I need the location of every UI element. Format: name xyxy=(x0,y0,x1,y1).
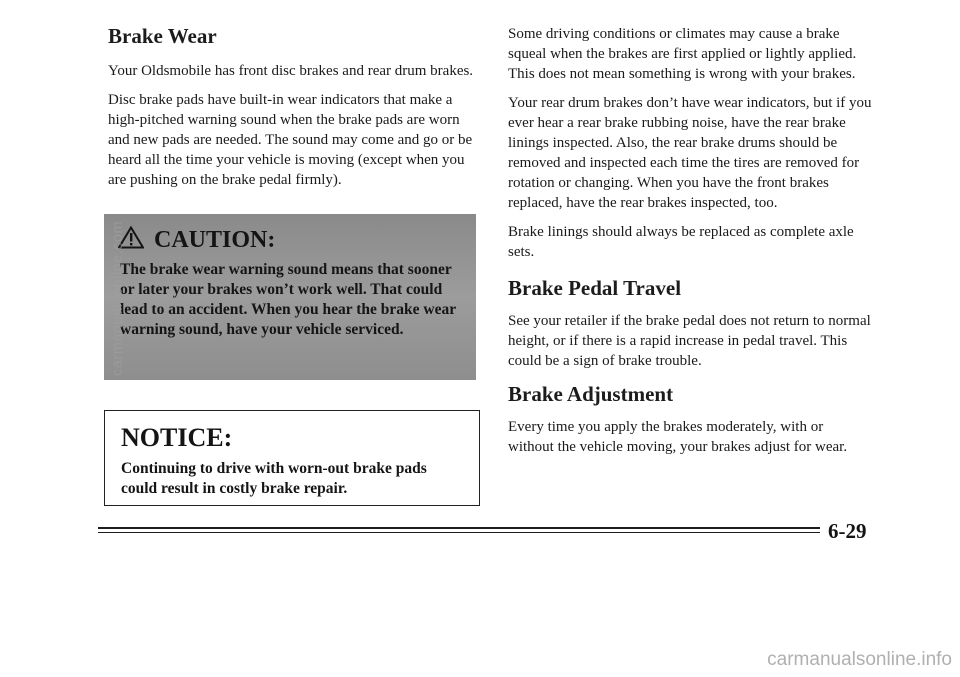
brake-wear-intro: Your Oldsmobile has front disc brakes and rear drum brakes. xyxy=(108,63,474,79)
brake-pedal-travel-heading: Brake Pedal Travel xyxy=(508,276,682,300)
brake-adjustment-text: Every time you apply the brakes moderately, with or without the vehicle moving, your brakes adjust for wear. xyxy=(508,419,848,455)
brake-wear-heading: Brake Wear xyxy=(108,24,217,48)
notice-title: NOTICE: xyxy=(121,423,233,452)
notice-box xyxy=(104,410,480,506)
rear-drum-paragraph: Your rear drum brakes don’t have wear indicators, but if you ever hear a rear brake rubbing noise, have the rear brake linings inspected. Also, the rear brake drums should be removed and inspected each time the tires are removed for rotation or changing. When you have the front brakes replaced, have the rear brakes inspected, too. xyxy=(508,95,872,211)
margin-watermark: carmanualsonline.com xyxy=(110,220,126,376)
footer-rule-thick xyxy=(98,527,820,529)
page-number: 6-29 xyxy=(828,519,867,543)
brake-pedal-travel-text: See your retailer if the brake pedal does not return to normal height, or if there is a rapid increase in pedal travel. This could be a sign of brake trouble. xyxy=(508,313,871,369)
brake-adjustment-heading: Brake Adjustment xyxy=(508,382,674,406)
notice-text: Continuing to drive with worn-out brake pads could result in costly brake repair. xyxy=(121,460,427,497)
brake-wear-indicators: Disc brake pads have built-in wear indicators that make a high-pitched warning sound when the brake pads are worn and new pads are needed. The sound may come and go or be heard all the time your vehicle is moving (except when you are pushing on the brake pedal firmly). xyxy=(108,92,473,188)
brake-linings-paragraph: Brake linings should always be replaced as complete axle sets. xyxy=(508,224,854,260)
left-column xyxy=(108,24,480,190)
caution-title: CAUTION: xyxy=(154,226,276,253)
site-watermark: carmanualsonline.info xyxy=(767,649,952,670)
brake-squeal-paragraph: Some driving conditions or climates may cause a brake squeal when the brakes are first applied or lightly applied. This does not mean something is wrong with your brakes. xyxy=(508,26,857,82)
caution-header xyxy=(118,226,460,254)
right-column xyxy=(508,24,872,457)
caution-box xyxy=(104,214,476,380)
caution-text: The brake wear warning sound means that sooner or later your brakes won’t work well. That could lead to an accident. When you hear the brake wear warning sound, have your vehicle serviced. xyxy=(120,261,456,338)
footer-rule-thin xyxy=(98,532,820,533)
